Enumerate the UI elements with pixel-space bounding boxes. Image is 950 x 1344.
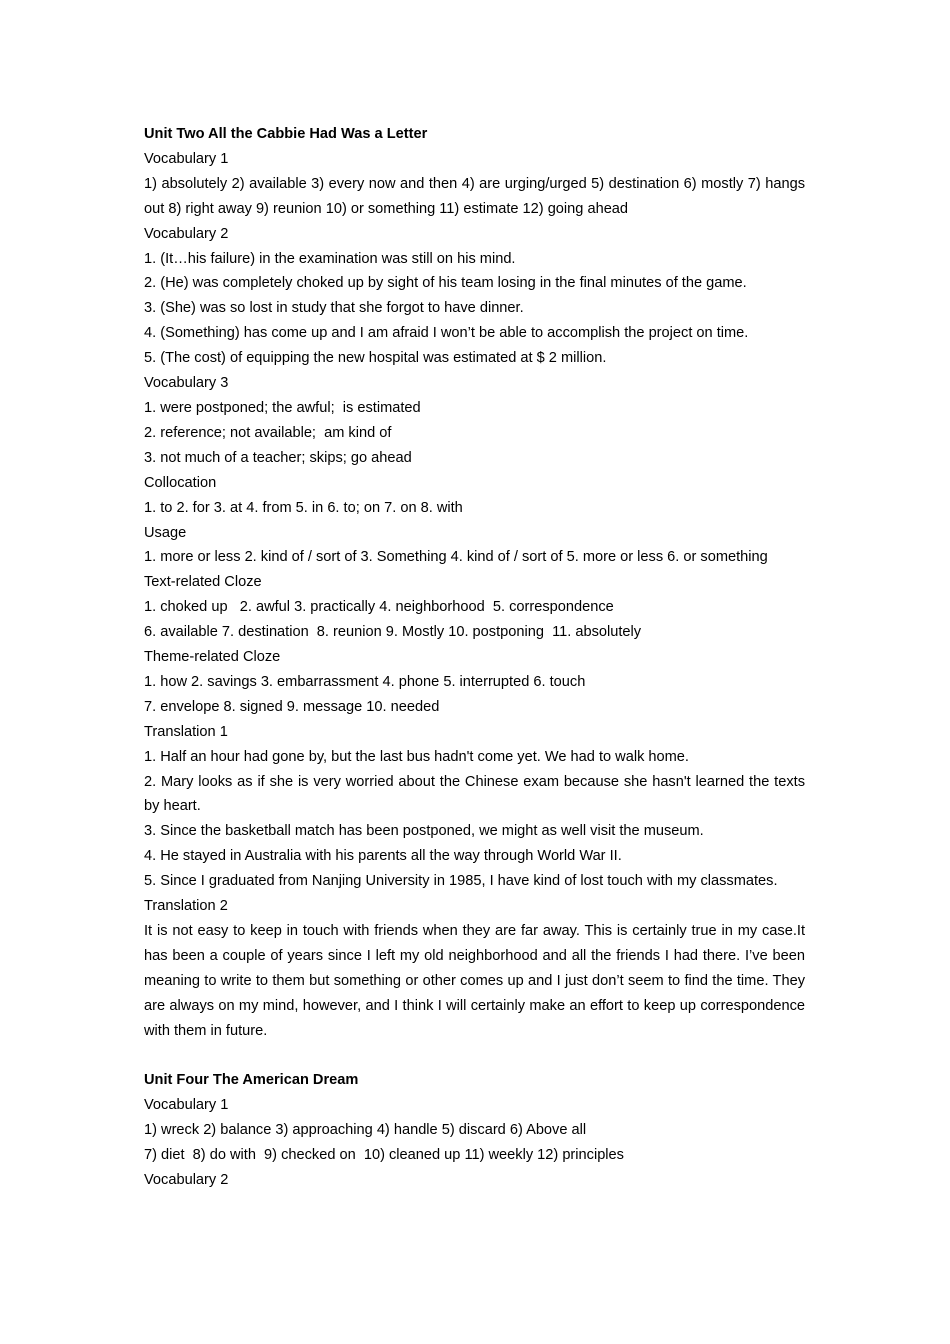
- vocab1-answers: 1) absolutely 2) available 3) every now and then 4) are urging/urged 5) destination 6) mostly 7) hangs out 8) right away 9) reunion 10) or something 11) estimate 12) going ahead: [144, 175, 805, 217]
- vocab3-item: 3. not much of a teacher; skips; go ahead: [144, 449, 412, 466]
- translation1-item: 2. Mary looks as if she is very worried about the Chinese exam because she hasn't learned the texts by heart.: [144, 773, 805, 815]
- text-cloze-item: 1. choked up 2. awful 3. practically 4. neighborhood 5. correspondence: [144, 599, 614, 616]
- collocation-answers: 1. to 2. for 3. at 4. from 5. in 6. to; on 7. on 8. with: [144, 499, 463, 516]
- unit4-vocab2-heading: Vocabulary 2: [144, 1172, 229, 1189]
- vocab3-heading: Vocabulary 3: [144, 375, 229, 392]
- text-cloze-item: 6. available 7. destination 8. reunion 9. Mostly 10. postponing 11. absolutely: [144, 624, 642, 641]
- section-spacer: [144, 1044, 805, 1069]
- text-cloze-heading: Text-related Cloze: [144, 574, 262, 591]
- translation1-item: 4. He stayed in Australia with his parents all the way through World War II.: [144, 848, 622, 865]
- unit2-title: Unit Two All the Cabbie Had Was a Letter: [144, 126, 428, 142]
- translation1-heading: Translation 1: [144, 723, 228, 740]
- unit4-vocab1-item: 7) diet 8) do with 9) checked on 10) cleaned up 11) weekly 12) principles: [144, 1147, 624, 1164]
- usage-heading: Usage: [144, 524, 187, 541]
- theme-cloze-item: 7. envelope 8. signed 9. message 10. needed: [144, 698, 440, 715]
- vocab2-heading: Vocabulary 2: [144, 225, 229, 242]
- collocation-heading: Collocation: [144, 474, 217, 491]
- vocab1-heading: Vocabulary 1: [144, 150, 229, 167]
- vocab3-item: 2. reference; not available; am kind of: [144, 424, 392, 441]
- translation1-item: 1. Half an hour had gone by, but the last bus hadn't come yet. We had to walk home.: [144, 748, 689, 765]
- unit4-vocab1-item: 1) wreck 2) balance 3) approaching 4) handle 5) discard 6) Above all: [144, 1122, 587, 1139]
- translation2-text: It is not easy to keep in touch with friends when they are far away. This is certainly true in my case.It has been a couple of years since I left my old neighborhood and all the friends I had there. I’ve been meaning to write to them but something or other comes up and I just don’t seem to find the time. They are always on my mind, however, and I think I will certainly make an effort to keep up correspondence with them in future.: [144, 923, 805, 1039]
- unit4-vocab1-heading: Vocabulary 1: [144, 1097, 229, 1114]
- usage-answers: 1. more or less 2. kind of / sort of 3. Something 4. kind of / sort of 5. more or less 6. or something: [144, 549, 768, 566]
- vocab2-item: 5. (The cost) of equipping the new hospital was estimated at $ 2 million.: [144, 350, 607, 367]
- translation1-item: 5. Since I graduated from Nanjing University in 1985, I have kind of lost touch with my classmates.: [144, 873, 778, 890]
- unit4-title: Unit Four The American Dream: [144, 1072, 359, 1089]
- vocab2-item: 2. (He) was completely choked up by sight of his team losing in the final minutes of the game.: [144, 275, 747, 292]
- vocab2-item: 4. (Something) has come up and I am afraid I won’t be able to accomplish the project on time.: [144, 325, 749, 342]
- vocab2-item: 3. (She) was so lost in study that she forgot to have dinner.: [144, 300, 524, 317]
- document-page: [144, 122, 805, 1193]
- theme-cloze-item: 1. how 2. savings 3. embarrassment 4. phone 5. interrupted 6. touch: [144, 673, 586, 690]
- vocab3-item: 1. were postponed; the awful; is estimated: [144, 399, 421, 416]
- translation2-heading: Translation 2: [144, 898, 228, 915]
- theme-cloze-heading: Theme-related Cloze: [144, 649, 281, 666]
- vocab2-item: 1. (It…his failure) in the examination was still on his mind.: [144, 250, 516, 267]
- translation1-item: 3. Since the basketball match has been postponed, we might as well visit the museum.: [144, 823, 704, 840]
